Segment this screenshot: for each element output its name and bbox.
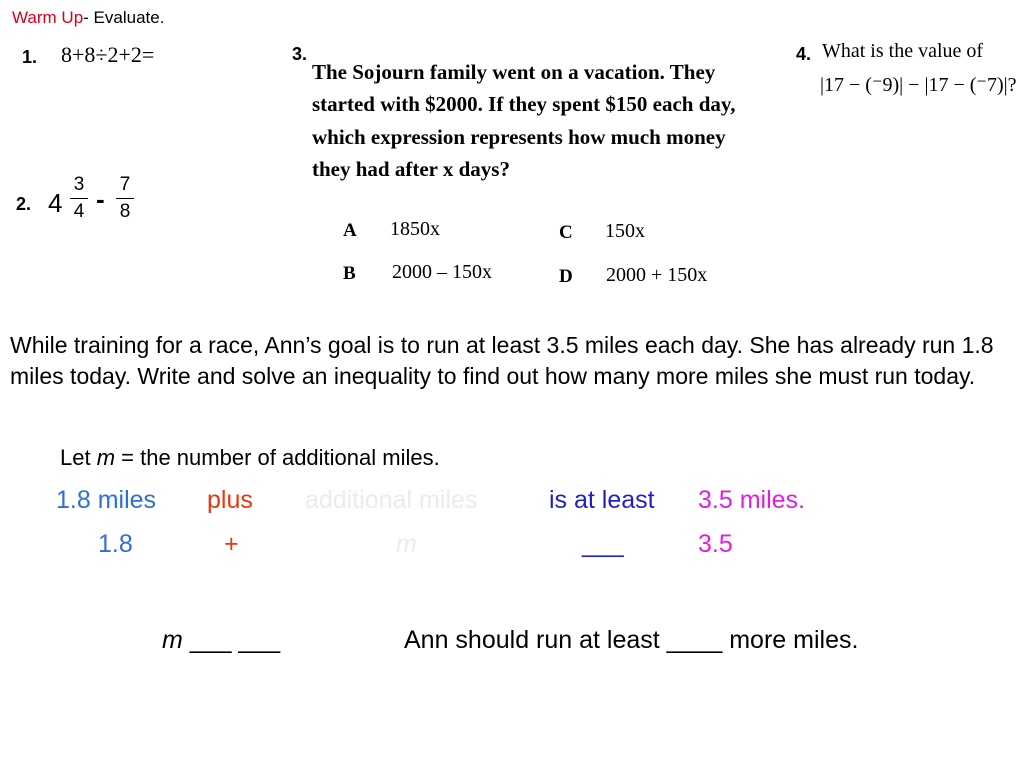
word-problem-text: While training for a race, Ann’s goal is to run at least 3.5 miles each day. She has already run 1.8 miles today. Write and solve an inequality to find out how many more miles she must run today. [10,332,994,389]
problem-1-number: 1. [22,47,38,67]
fraction-1-denominator: 4 [73,201,85,222]
fraction-2-numerator: 7 [119,174,131,195]
symbol-term-1: 1.8 [98,530,133,558]
problem-3-line-1: The Sojourn family went on a vacation. They [312,60,716,84]
problem-3-number: 3. [292,44,308,64]
fraction-2 [116,174,134,223]
solution-variable: m [162,626,183,654]
symbol-term-4: ___ [582,530,624,558]
problem-2-number: 2. [16,194,32,214]
verbal-term-3: additional miles [305,486,478,514]
problem-4-line-2: |17 − (⁻9)| − |17 − (⁻7)|? [820,74,1017,96]
choice-c-letter: C [559,222,573,243]
symbol-term-3: m [396,530,417,558]
solution-blanks: ___ ___ [182,626,281,654]
fraction-2-denominator: 8 [119,201,131,222]
fraction-1-numerator: 3 [73,174,85,195]
problem-3-line-2: started with $2000. If they spent $150 each day, [312,92,736,116]
symbol-term-5: 3.5 [698,530,733,558]
choice-b-letter: B [343,263,356,284]
verbal-term-2: plus [207,486,253,514]
let-variable: m [96,445,116,470]
problem-1-expression: 8+8÷2+2= [61,42,155,67]
choice-c-value: 150x [605,220,645,242]
problem-4-number: 4. [796,44,812,64]
verbal-term-4: is at least [549,486,655,514]
mixed-whole: 4 [48,188,63,218]
solution-sentence: Ann should run at least ____ more miles. [404,626,859,654]
fraction-1 [70,174,88,223]
evaluate-label: - Evaluate. [83,8,165,27]
let-rest: = the number of additional miles. [115,445,440,470]
let-prefix: Let [60,445,97,470]
choice-a-letter: A [343,220,357,241]
problem-3-line-3: which expression represents how much money [312,125,726,149]
symbol-term-2: + [224,530,239,558]
choice-a-value: 1850x [390,218,440,240]
problem-3-line-4: they had after x days? [312,157,510,181]
problem-4-line-1: What is the value of [822,40,984,62]
choice-d-letter: D [559,266,573,287]
minus-sign: - [96,184,105,214]
verbal-term-5: 3.5 miles. [698,486,805,514]
solution-inequality [162,626,280,655]
choice-d-value: 2000 + 150x [606,264,708,286]
slide-title [12,8,164,28]
choice-b-value: 2000 – 150x [392,261,492,283]
variable-definition [60,445,440,471]
fraction-2-bar [116,198,134,199]
verbal-term-1: 1.8 miles [56,486,157,514]
fraction-1-bar [70,198,88,199]
warm-up-label: Warm Up [12,8,84,27]
